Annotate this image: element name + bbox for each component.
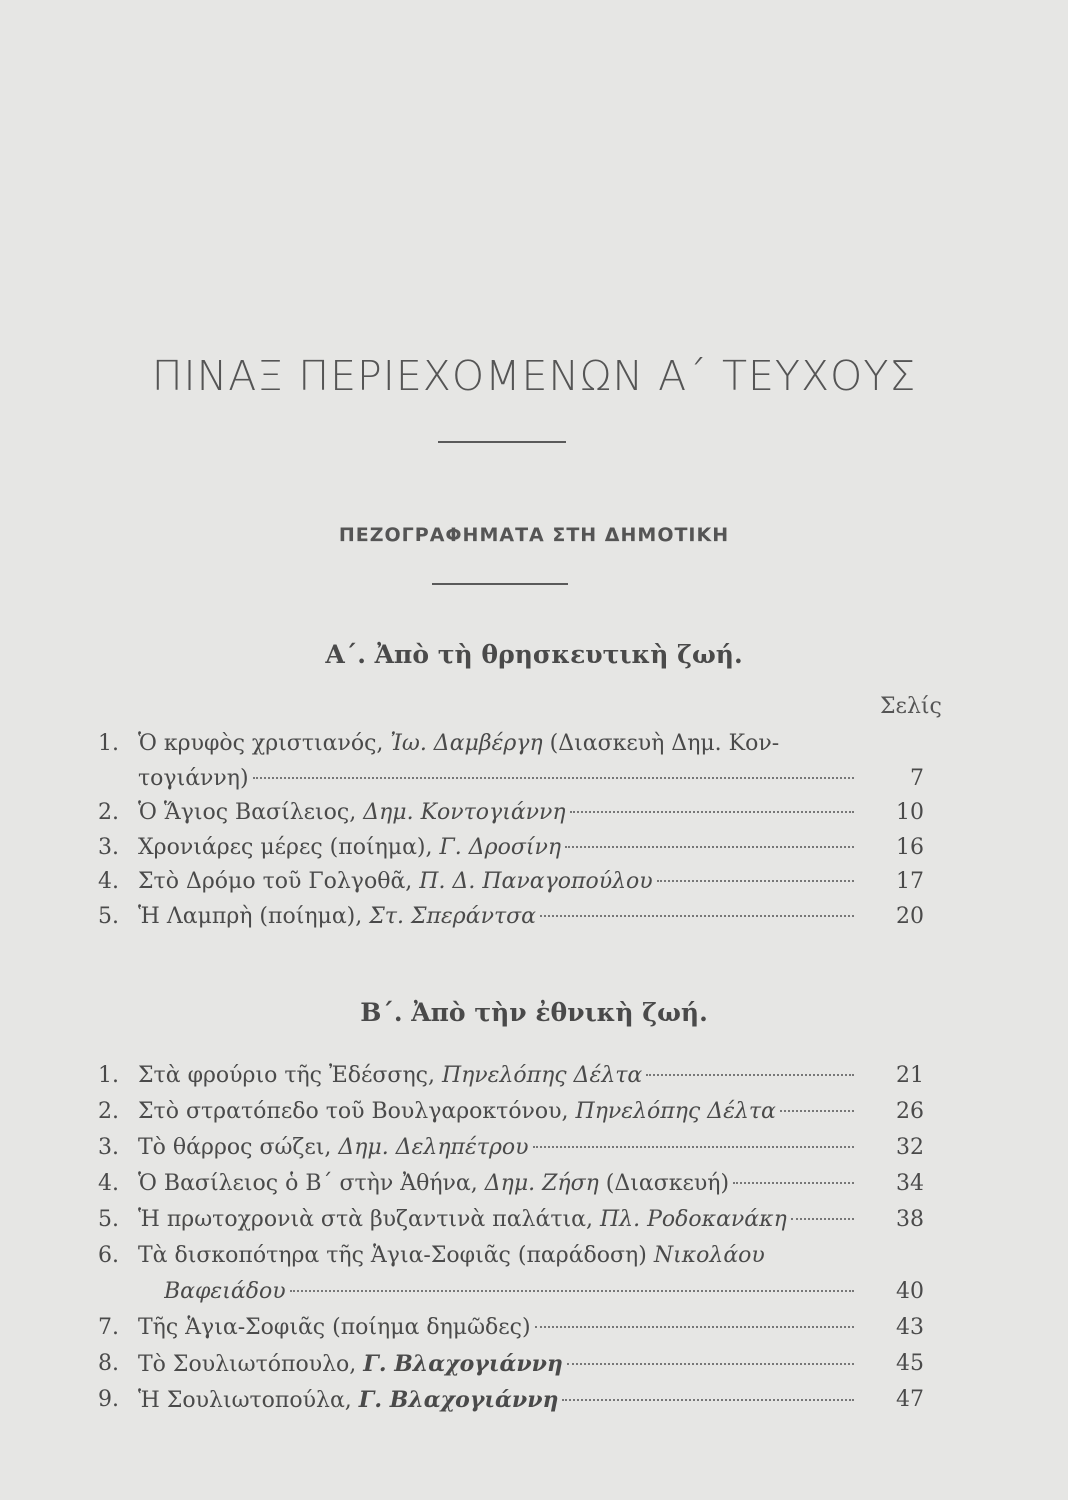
list-item	[98, 900, 924, 935]
item-number: 8.	[98, 1351, 119, 1376]
list-item	[98, 1311, 924, 1347]
page-number: 47	[896, 1387, 924, 1412]
item-title-continuation: τογιάννη)	[138, 765, 249, 791]
item-title: Τὸ θάρρος σώζει,	[138, 1135, 339, 1160]
dot-leader	[533, 1146, 854, 1148]
item-author: Δημ. Κοντογιάννη	[363, 800, 566, 825]
item-title: Τὸ Σουλιωτόπουλο,	[138, 1352, 364, 1377]
title-divider	[438, 441, 566, 443]
list-item	[98, 865, 924, 900]
page-number: 43	[896, 1315, 924, 1340]
item-title: Στὸ στρατόπεδο τοῦ Βουλγαροκτόνου,	[138, 1099, 576, 1124]
list-item	[98, 1131, 924, 1167]
list-item	[98, 1095, 924, 1131]
item-number: 7.	[98, 1315, 119, 1340]
section-a-heading: Α΄. Ἀπὸ τὴ θρησκευτικὴ ζωή.	[325, 640, 743, 669]
item-note: (Διασκευὴ Δημ. Κον-	[542, 731, 780, 756]
item-note: (Διασκευή)	[598, 1171, 730, 1196]
page-number: 10	[896, 800, 924, 825]
page-number: 17	[896, 869, 924, 894]
pages-column-label: Σελίς	[880, 694, 942, 719]
item-author: Γ. Βλαχογιάννη	[358, 1387, 559, 1413]
item-title: Στὸ Δρόμο τοῦ Γολγοθᾶ,	[138, 869, 420, 894]
item-author: Νικολάου	[653, 1243, 765, 1268]
item-title: Ὁ Βασίλειος ὁ Β΄ στὴν Ἀθήνα,	[138, 1171, 485, 1196]
page-number: 16	[896, 834, 924, 860]
page-number: 38	[896, 1207, 924, 1232]
page-subtitle: ΠΕΖΟΓΡΑΦΗΜΑΤΑ ΣΤΗ ΔΗΜΟΤΙΚΗ	[338, 524, 730, 546]
item-title: Στὰ φρούριο τῆς Ἐδέσσης,	[138, 1063, 442, 1088]
dot-leader	[780, 1110, 854, 1112]
item-author: Πηνελόπης Δέλτα	[441, 1063, 643, 1088]
subtitle-divider	[432, 583, 568, 585]
list-item	[98, 1059, 924, 1095]
item-number: 1.	[98, 1063, 119, 1088]
item-title: Ἡ πρωτοχρονιὰ στὰ βυζαντινὰ παλάτια,	[138, 1207, 600, 1232]
item-author-continuation: Βαφειάδου	[164, 1279, 286, 1304]
page-number: 32	[896, 1135, 924, 1160]
page-number: 34	[896, 1171, 924, 1196]
item-author: Πλ. Ροδοκανάκη	[600, 1207, 787, 1232]
dot-leader	[570, 811, 854, 813]
item-author: Δημ. Δεληπέτρου	[338, 1135, 529, 1160]
item-title: Τὰ δισκοπότηρα τῆς Ἁγια-Σοφιᾶς (παράδοση)	[138, 1243, 654, 1268]
item-author: Γ. Δροσίνη	[439, 834, 562, 860]
item-author: Ἰω. Δαμβέργη	[390, 731, 543, 756]
dot-leader	[562, 1399, 854, 1401]
list-item	[98, 831, 924, 866]
item-number: 5.	[98, 903, 119, 929]
item-number: 3.	[98, 834, 119, 860]
page-number: 7	[910, 765, 924, 791]
item-title: Χρονιάρες μέρες (ποίημα),	[138, 834, 440, 860]
dot-leader	[646, 1074, 854, 1076]
item-title: Ἡ Λαμπρὴ (ποίημα),	[138, 903, 370, 929]
item-title: Ὁ κρυφὸς χριστιανός,	[138, 731, 391, 756]
item-number: 5.	[98, 1207, 119, 1232]
item-title: Ἡ Σουλιωτοπούλα,	[138, 1388, 359, 1413]
dot-leader	[791, 1218, 854, 1220]
list-item	[98, 1239, 924, 1275]
item-author: Π. Δ. Παναγοπούλου	[419, 869, 653, 894]
dot-leader	[733, 1182, 854, 1184]
page-number: 20	[896, 903, 924, 929]
list-item-continuation	[98, 1275, 924, 1311]
list-item	[98, 1203, 924, 1239]
item-author: Δημ. Ζήση	[484, 1171, 599, 1196]
item-author: Γ. Βλαχογιάννη	[363, 1351, 563, 1377]
section-a-list	[98, 727, 924, 934]
item-number: 9.	[98, 1387, 119, 1412]
page-number: 45	[896, 1351, 924, 1376]
dot-leader	[567, 1363, 854, 1365]
item-title: Τῆς Ἁγια-Σοφιᾶς (ποίημα δημῶδες)	[138, 1315, 531, 1340]
dot-leader	[535, 1326, 854, 1328]
list-item	[98, 1347, 924, 1383]
item-number: 2.	[98, 1099, 119, 1124]
dot-leader	[565, 846, 854, 848]
item-number: 4.	[98, 869, 119, 894]
item-author: Στ. Σπεράντσα	[369, 903, 536, 929]
list-item	[98, 727, 924, 762]
dot-leader	[290, 1290, 854, 1292]
page-number: 40	[896, 1279, 924, 1304]
item-title: Ὁ Ἅγιος Βασίλειος,	[138, 800, 364, 825]
list-item-continuation	[98, 762, 924, 797]
list-item	[98, 1383, 924, 1419]
list-item	[98, 1167, 924, 1203]
item-number: 3.	[98, 1135, 119, 1160]
item-number: 2.	[98, 800, 119, 825]
item-author: Πηνελόπης Δέλτα	[575, 1099, 776, 1124]
page-title: ΠΙΝΑΞ ΠΕΡΙΕΧΟΜΕΝΩΝ Α΄ ΤΕΥΧΟΥΣ	[151, 352, 917, 400]
item-number: 4.	[98, 1171, 119, 1196]
section-b-heading: Β΄. Ἀπὸ τὴν ἐθνικὴ ζωή.	[360, 998, 708, 1027]
item-number: 1.	[98, 731, 119, 756]
page-number: 21	[896, 1063, 924, 1088]
dot-leader	[657, 880, 854, 882]
section-b-list	[98, 1059, 924, 1419]
dot-leader	[540, 915, 854, 917]
list-item	[98, 796, 924, 831]
page-number: 26	[896, 1099, 924, 1124]
item-number: 6.	[98, 1243, 119, 1268]
dot-leader	[253, 777, 854, 779]
